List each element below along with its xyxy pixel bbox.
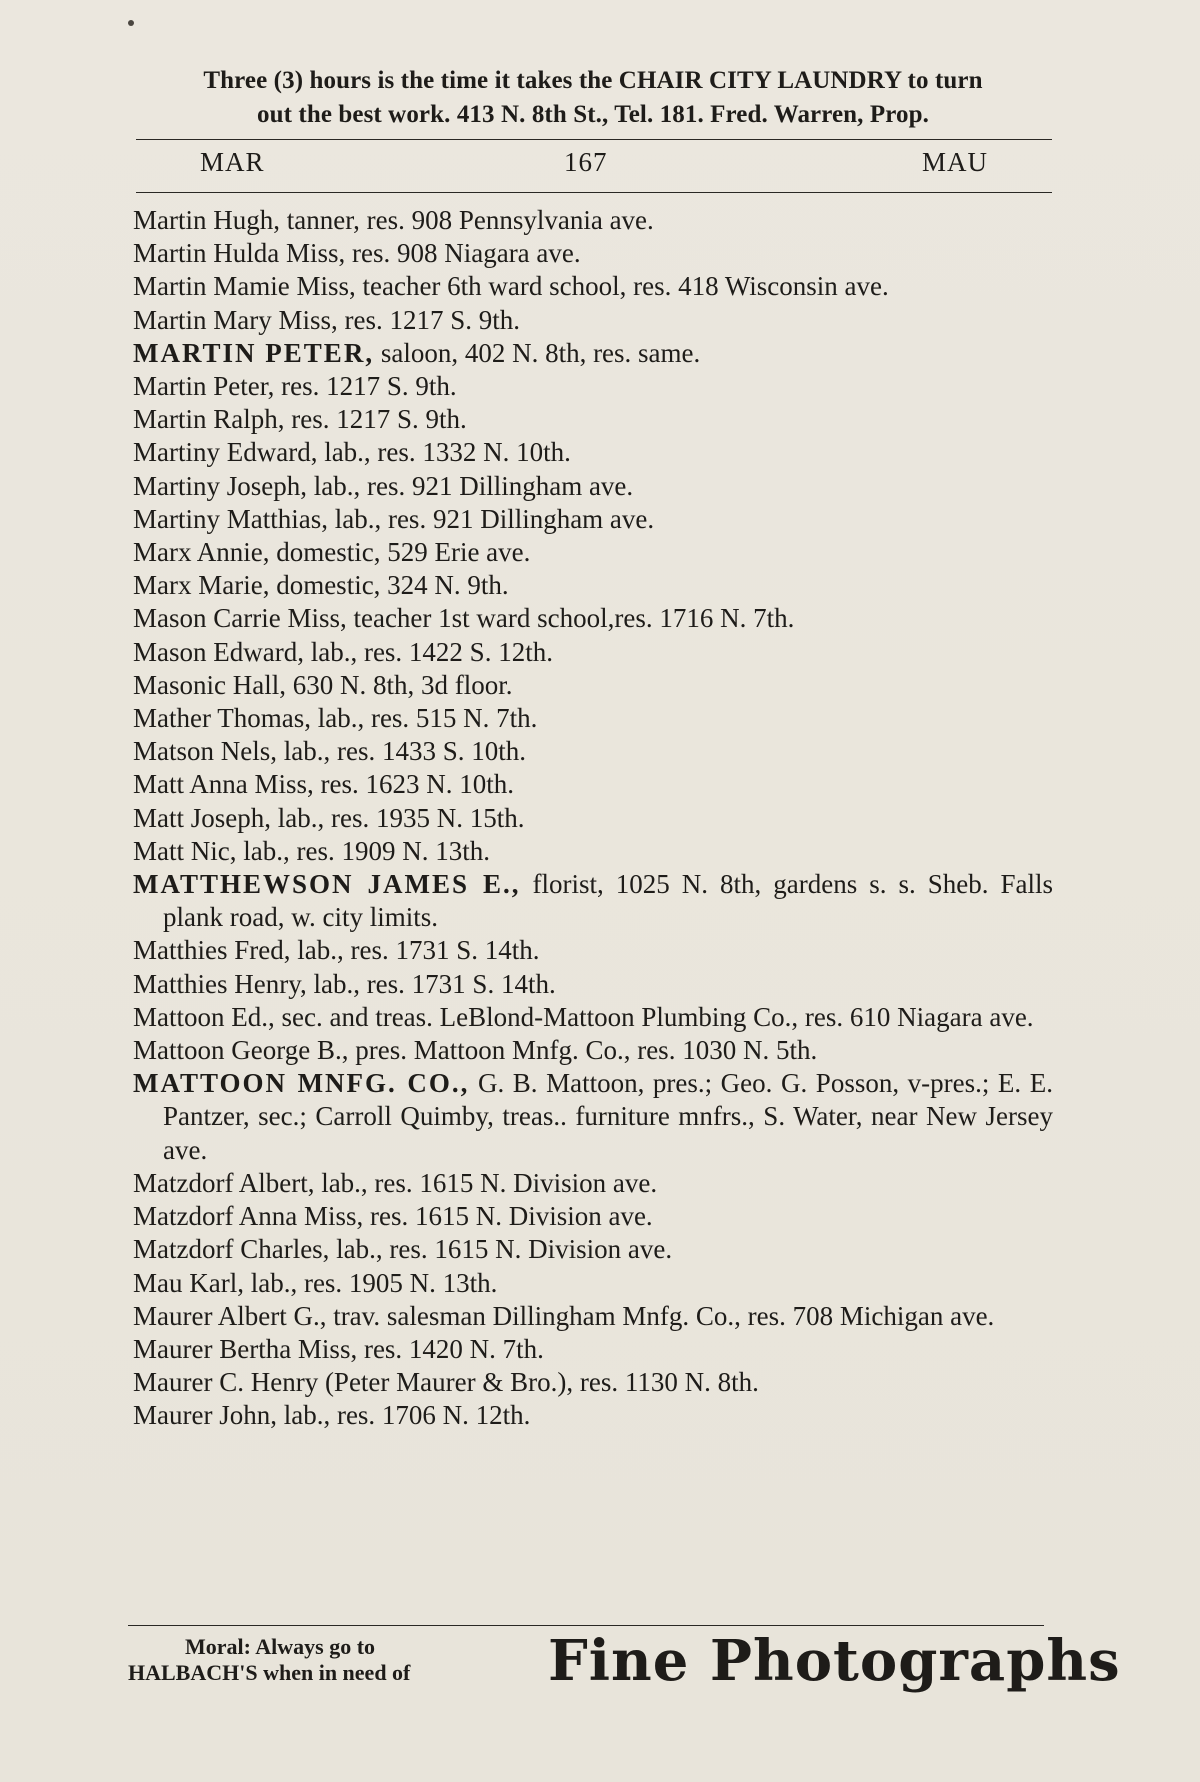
directory-entry (133, 304, 1053, 337)
entry-text: Mason Carrie Miss, teacher 1st ward school,res. 1716 N. 7th. (133, 603, 795, 634)
entry-text: Matt Joseph, lab., res. 1935 N. 15th. (133, 802, 525, 833)
entry-text: Martin Mary Miss, res. 1217 S. 9th. (133, 304, 520, 335)
directory-entry (133, 1267, 1053, 1300)
entry-text: Matt Nic, lab., res. 1909 N. 13th. (133, 835, 490, 866)
moral-line-1: Moral: Always go to (185, 1634, 376, 1659)
directory-entry (133, 1300, 1053, 1333)
directory-entry (133, 503, 1053, 536)
directory-entries (133, 204, 1053, 1433)
entry-text: Mather Thomas, lab., res. 515 N. 7th. (133, 703, 538, 734)
directory-entry (133, 370, 1053, 403)
directory-entry (133, 1034, 1053, 1067)
running-head-right: MAU (921, 147, 988, 177)
directory-entry (133, 768, 1053, 801)
entry-text: Mau Karl, lab., res. 1905 N. 13th. (133, 1267, 498, 1298)
entry-text: Matzdorf Charles, lab., res. 1615 N. Division ave. (133, 1234, 673, 1265)
directory-entry (133, 669, 1053, 702)
entry-text: Martin Ralph, res. 1217 S. 9th. (133, 404, 467, 435)
entry-text: Marx Marie, domestic, 324 N. 9th. (133, 570, 509, 601)
directory-entry (133, 470, 1053, 503)
ad-line-1: Three (3) hours is the time it takes the CHAIR CITY LAUNDRY to turn (203, 67, 983, 94)
directory-entry (133, 1067, 1053, 1167)
moral-text (128, 1634, 528, 1686)
entry-text: Mason Edward, lab., res. 1422 S. 12th. (133, 636, 553, 667)
entry-bold-name: MATTOON MNFG. CO., (133, 1068, 470, 1099)
ink-speck (128, 20, 134, 26)
directory-entry (133, 569, 1053, 602)
footer-rule (128, 1625, 1044, 1626)
directory-entry (133, 237, 1053, 270)
ad-line-2: out the best work. 413 N. 8th St., Tel. 181. Fred. Warren, Prop. (257, 101, 929, 128)
entry-text: Matzdorf Anna Miss, res. 1615 N. Division ave. (133, 1201, 653, 1232)
directory-entry (133, 735, 1053, 768)
directory-entry (133, 636, 1053, 669)
directory-entry (133, 1001, 1053, 1034)
directory-entry (133, 1200, 1053, 1233)
directory-entry (133, 835, 1053, 868)
directory-entry (133, 968, 1053, 1001)
entry-text: Matthies Henry, lab., res. 1731 S. 14th. (133, 968, 556, 999)
directory-entry (133, 934, 1053, 967)
directory-entry (133, 1366, 1053, 1399)
photographer-advertisement (128, 1628, 1121, 1712)
entry-text: G. B. Mattoon, pres.; Geo. G. Posson, v-pres.; E. E. Pantzer, sec.; Carroll Quimby, treas.. furniture mnfrs., S. Water, near New Jersey ave. (163, 1068, 1053, 1165)
running-header (136, 143, 1052, 187)
entry-text: Martin Hugh, tanner, res. 908 Pennsylvania ave. (133, 205, 654, 235)
entry-text: Marx Annie, domestic, 529 Erie ave. (133, 537, 531, 568)
directory-entry (133, 536, 1053, 569)
directory-entry (133, 270, 1053, 303)
directory-entry (133, 436, 1053, 469)
entry-text: Maurer Albert G., trav. salesman Dillingham Mnfg. Co., res. 708 Michigan ave. (133, 1300, 995, 1331)
directory-entry (133, 802, 1053, 835)
directory-entry (133, 204, 1053, 237)
directory-entry (133, 1333, 1053, 1366)
entry-text: Matt Anna Miss, res. 1623 N. 10th. (133, 769, 514, 800)
directory-entry (133, 702, 1053, 735)
entry-text: Maurer C. Henry (Peter Maurer & Bro.), res. 1130 N. 8th. (133, 1367, 759, 1398)
running-head-left: MAR (200, 147, 265, 177)
entry-text: florist, 1025 N. 8th, gardens s. s. Sheb. Falls plank road, w. city limits. (163, 869, 1053, 933)
entry-text: Martiny Matthias, lab., res. 921 Dillingham ave. (133, 503, 655, 534)
entry-text: Maurer Bertha Miss, res. 1420 N. 7th. (133, 1333, 544, 1364)
entry-text: Martin Peter, res. 1217 S. 9th. (133, 371, 457, 402)
entry-text: Martiny Edward, lab., res. 1332 N. 10th. (133, 437, 571, 468)
entry-text: Matson Nels, lab., res. 1433 S. 10th. (133, 736, 526, 767)
entry-text: saloon, 402 N. 8th, res. same. (374, 337, 701, 368)
entry-text: Martin Mamie Miss, teacher 6th ward school, res. 418 Wisconsin ave. (133, 271, 889, 302)
entry-text: Martiny Joseph, lab., res. 921 Dillingham ave. (133, 470, 634, 501)
entry-bold-name: MATTHEWSON JAMES E., (133, 869, 521, 900)
entry-text: Masonic Hall, 630 N. 8th, 3d floor. (133, 669, 513, 700)
entry-text: Martin Hulda Miss, res. 908 Niagara ave. (133, 238, 581, 269)
directory-entry (133, 1233, 1053, 1266)
header-rule-bottom (136, 192, 1052, 193)
directory-entry (133, 602, 1053, 635)
entry-text: Mattoon George B., pres. Mattoon Mnfg. Co., res. 1030 N. 5th. (133, 1035, 818, 1066)
page-number: 167 (564, 147, 608, 177)
directory-entry (133, 337, 1053, 370)
laundry-advertisement (128, 64, 1058, 132)
entry-text: Matzdorf Albert, lab., res. 1615 N. Division ave. (133, 1167, 658, 1198)
directory-entry (133, 868, 1053, 934)
entry-text: Matthies Fred, lab., res. 1731 S. 14th. (133, 935, 540, 966)
moral-line-2: HALBACH'S when in need of (128, 1660, 411, 1685)
fine-photographs-logo: Fine Photographs (548, 1628, 1121, 1694)
header-rule-top (136, 139, 1052, 140)
directory-entry (133, 403, 1053, 436)
entry-bold-name: MARTIN PETER, (133, 337, 375, 368)
directory-entry (133, 1399, 1053, 1432)
directory-entry (133, 1167, 1053, 1200)
entry-text: Mattoon Ed., sec. and treas. LeBlond-Mattoon Plumbing Co., res. 610 Niagara ave. (133, 1001, 1034, 1032)
entry-text: Maurer John, lab., res. 1706 N. 12th. (133, 1400, 531, 1431)
